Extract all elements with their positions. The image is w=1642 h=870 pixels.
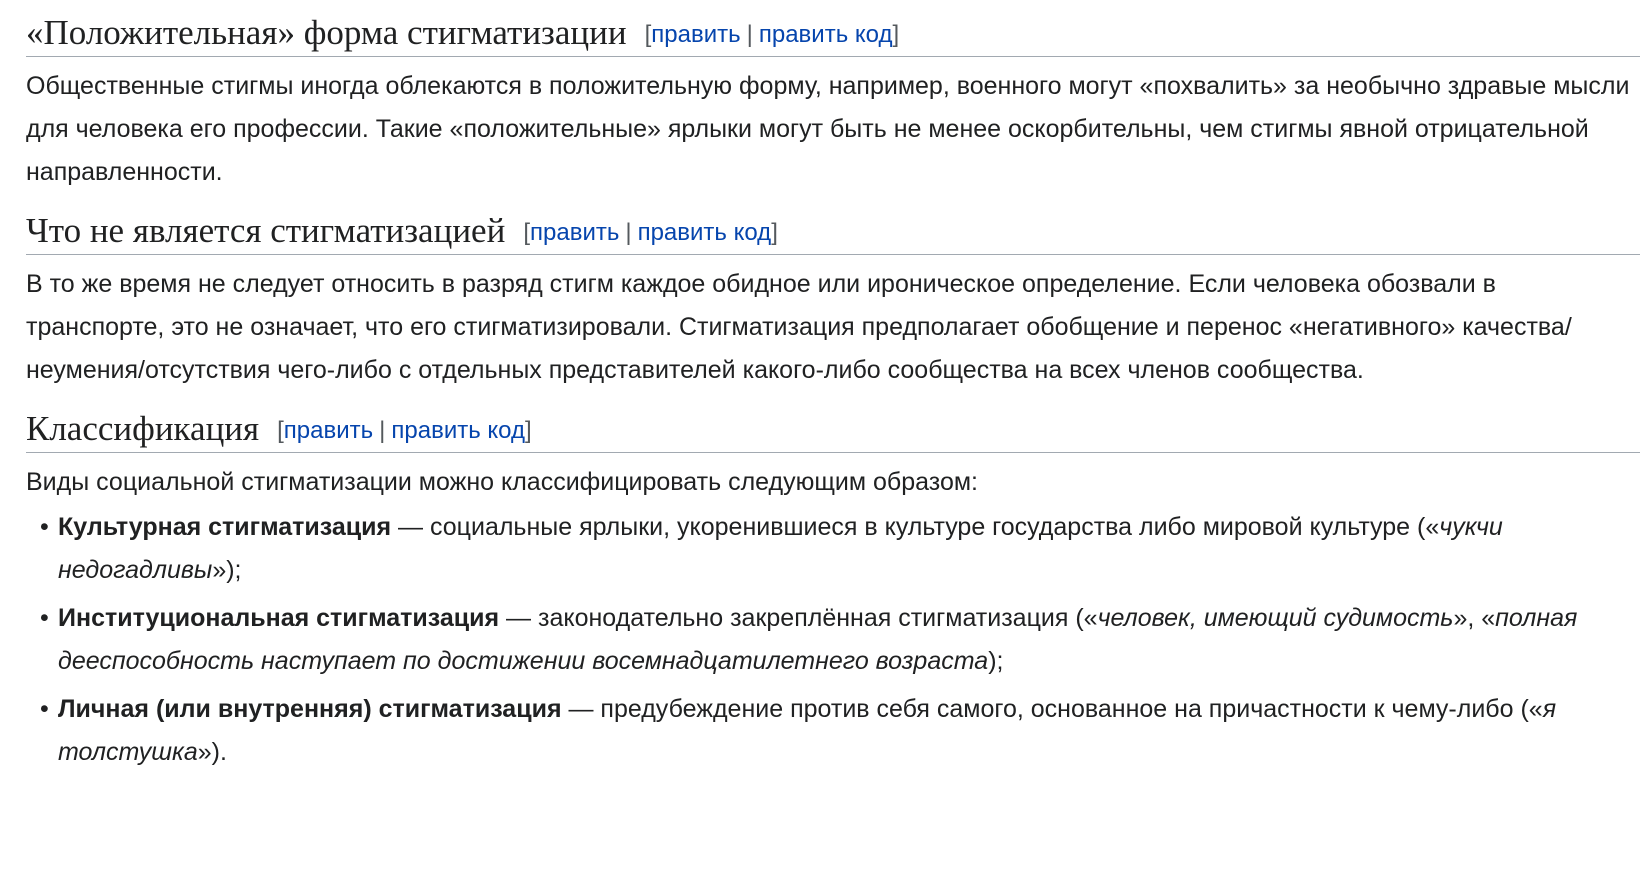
item-term: Институциональная стигматизация: [58, 604, 500, 632]
item-example: человек, имеющий судимость: [1097, 604, 1454, 632]
separator: |: [379, 417, 386, 444]
item-description: — предубеждение против себя самого, основанное на причастности к чему-либо («: [561, 695, 1543, 723]
section-heading-not-stigma: [26, 210, 1640, 255]
edit-source-link[interactable]: править код: [637, 219, 772, 246]
edit-section-links: [645, 21, 900, 48]
item-mid: », «: [1453, 604, 1496, 632]
bracket-close: ]: [524, 417, 532, 444]
edit-section-links: [523, 219, 778, 246]
item-end: »).: [197, 738, 227, 766]
edit-source-link[interactable]: править код: [758, 21, 893, 48]
section-paragraph: В то же время не следует относить в разряд стигм каждое обидное или ироническое определение. Если человека обозвали в транспорте, это не означает, что его стигматизировали. Стигматизация предполагает обобщение и перенос «негативного» качества/неумения/отсутствия чего-либо с отдельных представителей какого-либо сообщества на всех членов сообщества.: [26, 270, 1572, 384]
separator: |: [625, 219, 632, 246]
bracket-open: [: [644, 21, 652, 48]
bracket-close: ]: [771, 219, 778, 246]
article-content: [26, 0, 1640, 774]
item-example: чукчи недогадливы: [58, 513, 1503, 584]
section-title: «Положительная» форма стигматизации: [26, 13, 627, 52]
section-title: Классификация: [26, 409, 260, 448]
bullet-icon: •: [40, 513, 49, 541]
item-end: );: [988, 647, 1004, 675]
edit-source-link[interactable]: править код: [391, 417, 525, 444]
edit-link[interactable]: править: [530, 219, 620, 246]
item-description: — социальные ярлыки, укоренившиеся в культуре государства либо мировой культуре («: [391, 513, 1440, 541]
edit-link[interactable]: править: [651, 21, 741, 48]
section-intro: Виды социальной стигматизации можно классифицировать следующим образом:: [26, 468, 978, 496]
section-heading-classification: [26, 408, 1640, 453]
item-description: — законодательно закреплённая стигматизация («: [499, 604, 1098, 632]
list-item: [40, 506, 1640, 592]
section-paragraph: Общественные стигмы иногда облекаются в положительную форму, например, военного могут «похвалить» за необычно здравые мысли для человека его профессии. Такие «положительные» ярлыки могут быть не менее оскорбительны, чем стигмы явной отрицательной направленности.: [26, 72, 1630, 186]
item-term: Культурная стигматизация: [58, 513, 392, 541]
bracket-open: [: [523, 219, 530, 246]
bullet-icon: •: [40, 695, 49, 723]
item-end: »);: [212, 556, 242, 584]
separator: |: [746, 21, 753, 48]
section-title: Что не является стигматизацией: [26, 211, 506, 250]
item-example: я толстушка: [58, 695, 1557, 766]
edit-section-links: [277, 417, 532, 444]
bracket-close: ]: [892, 21, 900, 48]
list-item: [40, 688, 1640, 774]
edit-link[interactable]: править: [283, 417, 374, 444]
item-term: Личная (или внутренняя) стигматизация: [58, 695, 562, 723]
bracket-open: [: [277, 417, 284, 444]
classification-list: [26, 506, 1640, 774]
bullet-icon: •: [40, 604, 49, 632]
section-heading-positive-stigma: [26, 12, 1640, 57]
list-item: [40, 597, 1640, 683]
item-example-2: полная дееспособность наступает по достижении восемнадцатилетнего возраста: [58, 604, 1578, 675]
